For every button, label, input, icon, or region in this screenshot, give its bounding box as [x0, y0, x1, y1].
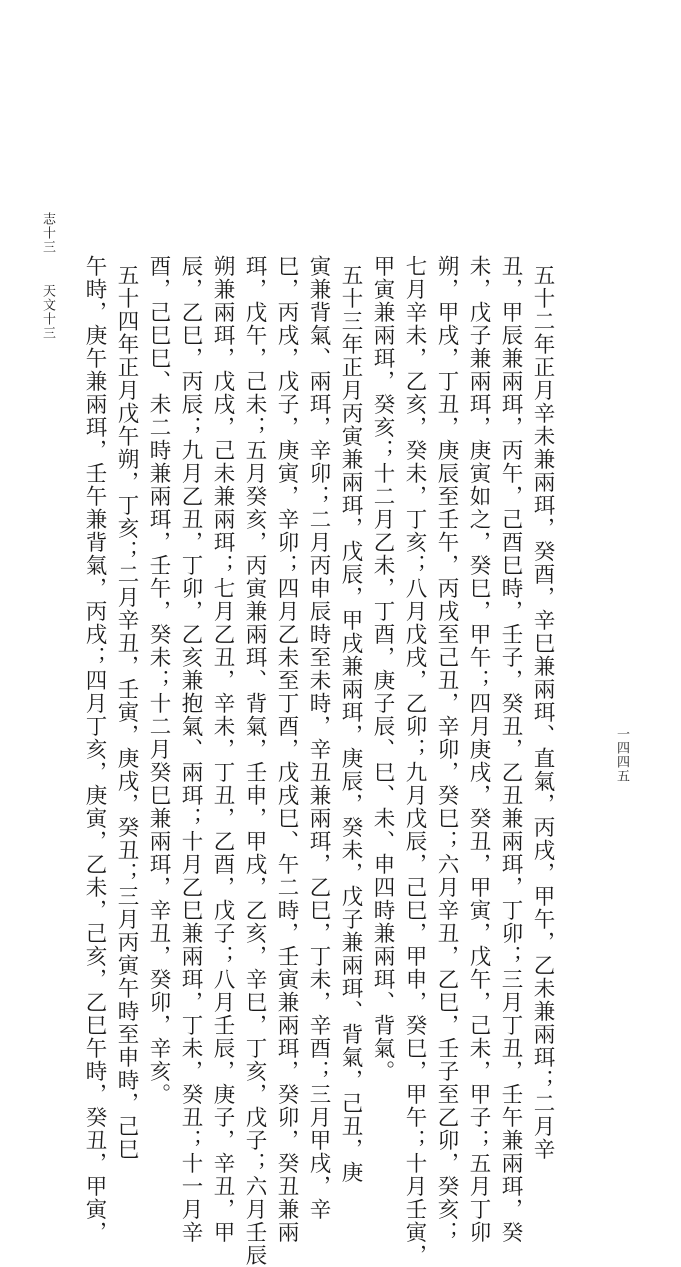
column-text: 五十二年正月辛未兼兩珥，癸酉，辛巳兼兩珥、直氣，丙戌，甲午，乙未兼兩珥；二月辛	[530, 264, 555, 1161]
text-column-1	[526, 250, 558, 1161]
column-text: 朔兼兩珥，戊戌，己未兼兩珥；七月乙丑，辛未，丁丑，乙酉，戊子；八月壬辰，庚子，辛丑，甲	[210, 255, 235, 1244]
text-column-14	[110, 250, 142, 1161]
column-text: 辰，乙巳，丙辰；九月乙丑，丁卯，乙亥兼抱氣、兩珥；十月乙巳兼兩珥，丁未，癸丑；十一月辛	[178, 255, 203, 1244]
text-column-10	[238, 255, 270, 1267]
column-text: 酉，己巳巳、未二時兼兩珥，壬午，癸未；十二月癸巳兼兩珥，辛丑，癸卯，辛亥。	[146, 255, 171, 1106]
column-text: 朔，甲戌，丁丑，庚辰至壬午，丙戌至己丑，辛卯，癸巳；六月辛丑，乙巳，壬子至乙卯，癸亥；	[434, 255, 459, 1244]
running-header-volume: 志十三	[40, 212, 55, 254]
text-column-3	[462, 255, 494, 1244]
column-text: 午時，庚午兼兩珥，壬午兼背氣，丙戌；四月丁亥，庚寅，乙未，己亥，乙巳午時，癸丑，甲寅，	[82, 255, 107, 1244]
page-number: 一四四五	[614, 727, 629, 783]
text-column-9	[270, 255, 302, 1244]
column-text: 甲寅兼兩珥，癸亥；十二月乙未，丁酉，庚子辰、巳、未、申四時兼兩珥、背氣。	[370, 255, 395, 1083]
text-column-13	[142, 255, 174, 1106]
column-text: 丑，甲辰兼兩珥，丙午，己酉巳時，壬子，癸丑，乙丑兼兩珥，丁卯；三月丁丑，壬午兼兩珥，癸	[498, 255, 523, 1244]
text-column-11	[206, 255, 238, 1244]
text-column-12	[174, 255, 206, 1244]
text-column-15	[78, 255, 110, 1244]
text-column-4	[430, 255, 462, 1244]
text-column-2	[494, 255, 526, 1244]
column-text: 未，戊子兼兩珥，庚寅如之，癸巳，甲午；四月庚戌，癸丑，甲寅，戊午，己未，甲子；五月丁卯	[466, 255, 491, 1244]
column-text: 五十三年正月丙寅兼兩珥，戊辰，甲戌兼兩珥，庚辰，癸未，戊子兼兩珥、背氣，己丑，庚	[338, 264, 363, 1184]
column-text: 巳，丙戌，戊子，庚寅，辛卯；四月乙未至丁酉，戊戌巳、午二時，壬寅兼兩珥，癸卯，癸丑兼兩	[274, 255, 299, 1244]
column-text: 寅兼背氣、兩珥，辛卯；二月丙申辰時至未時，辛丑兼兩珥，乙巳，丁未，辛酉；三月甲戌，辛	[306, 255, 331, 1221]
text-column-7	[334, 250, 366, 1184]
text-column-6	[366, 255, 398, 1083]
text-column-8	[302, 255, 334, 1221]
column-text: 五十四年正月戊午朔，丁亥；二月辛丑，壬寅，庚戌，癸丑；三月丙寅午時至申時，己巳	[114, 264, 139, 1161]
text-column-5	[398, 255, 430, 1267]
column-text: 七月辛未，乙亥，癸未，丁亥；八月戊戌，乙卯；九月戊辰，己巳，甲申，癸巳，甲午；十月壬寅，	[402, 255, 427, 1267]
column-text: 珥，戊午，己未；五月癸亥，丙寅兼兩珥、背氣，壬申，甲戌，乙亥，辛巳，丁亥，戊子；六月壬辰	[242, 255, 267, 1267]
running-header-chapter: 天文十三	[40, 284, 55, 340]
